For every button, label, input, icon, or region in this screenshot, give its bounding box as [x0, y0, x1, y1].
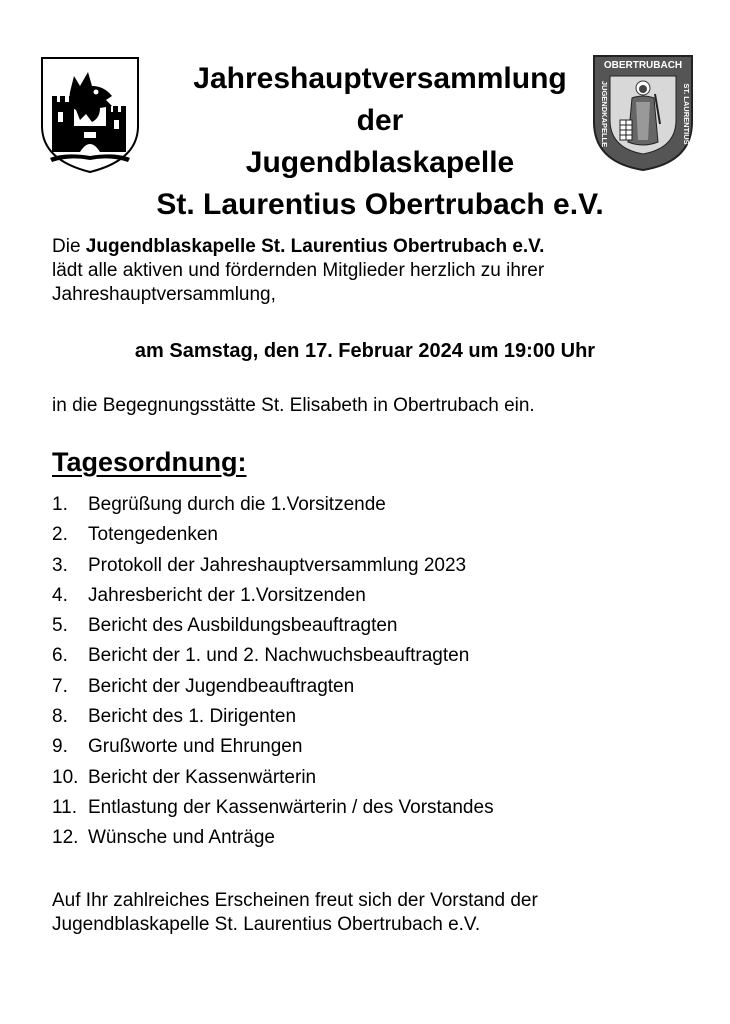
- agenda-item-number: 10.: [52, 766, 79, 788]
- agenda-item: [52, 672, 494, 702]
- agenda-item-number: 12.: [52, 827, 79, 849]
- agenda-item-text: Grußworte und Ehrungen: [88, 736, 303, 758]
- agenda-item: [52, 641, 494, 671]
- agenda-item-number: 4.: [52, 584, 68, 606]
- agenda-item-text: Totengedenken: [88, 524, 218, 546]
- badge-top-text: OBERTRUBACH: [603, 60, 683, 71]
- agenda-item-text: Bericht der Kassenwärterin: [88, 766, 317, 788]
- intro-org-name: Jugendblaskapelle St. Laurentius Obertrubach e.V.: [85, 236, 545, 257]
- agenda-item: [52, 763, 494, 793]
- agenda-item-number: 1.: [52, 494, 68, 515]
- agenda-heading: Tagesordnung:: [52, 447, 247, 477]
- svg-text:JUGENDKAPELLE: JUGENDKAPELLE: [600, 80, 609, 148]
- agenda-item: [52, 490, 494, 520]
- agenda-item-text: Wünsche und Anträge: [88, 827, 275, 849]
- page-title: [105, 58, 655, 226]
- title-line-3: Jugendblaskapelle: [245, 146, 515, 179]
- agenda-item-number: 3.: [52, 554, 68, 576]
- agenda-item: [52, 702, 494, 732]
- agenda-item-number: 8.: [52, 706, 68, 728]
- closing-line-2: Jugendblaskapelle St. Laurentius Obertrubach e.V.: [52, 914, 481, 935]
- agenda-item: [52, 793, 494, 823]
- agenda-item-text: Entlastung der Kassenwärterin / des Vorstandes: [88, 796, 494, 818]
- meeting-date: am Samstag, den 17. Februar 2024 um 19:00 Uhr: [134, 340, 596, 362]
- title-line-4: St. Laurentius Obertrubach e.V.: [156, 188, 604, 221]
- intro-line-2: lädt alle aktiven und fördernden Mitglieder herzlich zu ihrer: [52, 260, 545, 281]
- agenda-item-number: 2.: [52, 524, 68, 546]
- agenda-item-number: 5.: [52, 615, 68, 637]
- intro-paragraph: [52, 235, 692, 307]
- intro-line-3: Jahreshauptversammlung,: [52, 284, 276, 305]
- agenda-item-text: Protokoll der Jahreshauptversammlung 2023: [88, 554, 467, 576]
- closing-line-1: Auf Ihr zahlreiches Erscheinen freut sich der Vorstand der: [52, 890, 538, 911]
- agenda-item-number: 11.: [52, 796, 78, 818]
- agenda-item: [52, 551, 494, 581]
- intro-prefix: Die: [52, 236, 86, 257]
- agenda-item: [52, 732, 494, 762]
- agenda-item-number: 6.: [52, 645, 68, 667]
- agenda-item: [52, 581, 494, 611]
- agenda-list: [52, 490, 494, 854]
- agenda-item-text: Bericht des 1. Dirigenten: [88, 706, 297, 728]
- agenda-item-text: Begrüßung durch die 1.Vorsitzende: [88, 494, 386, 515]
- agenda-item: [52, 823, 494, 853]
- agenda-item: [52, 520, 494, 550]
- closing-paragraph: [52, 889, 692, 937]
- agenda-item-text: Bericht der Jugendbeauftragten: [88, 675, 355, 697]
- title-line-1: Jahreshauptversammlung: [193, 62, 567, 95]
- svg-text:ST. LAURENTIUS: ST. LAURENTIUS: [682, 83, 691, 145]
- title-line-2: der: [356, 104, 404, 137]
- meeting-place: in die Begegnungsstätte St. Elisabeth in Obertrubach ein.: [52, 395, 535, 416]
- agenda-item: [52, 611, 494, 641]
- agenda-item-text: Bericht des Ausbildungsbeauftragten: [88, 615, 398, 637]
- agenda-item-text: Jahresbericht der 1.Vorsitzenden: [88, 584, 366, 606]
- agenda-item-number: 9.: [52, 736, 68, 758]
- agenda-item-number: 7.: [52, 675, 68, 697]
- agenda-item-text: Bericht der 1. und 2. Nachwuchsbeauftragten: [88, 645, 470, 667]
